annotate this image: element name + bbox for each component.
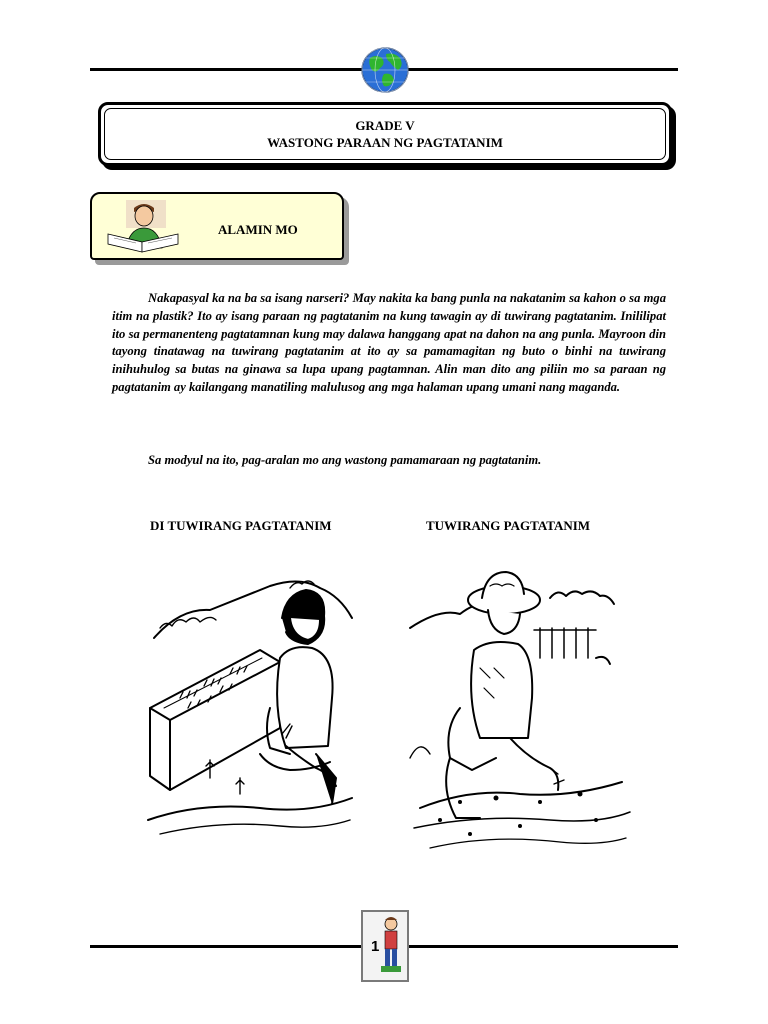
section-tab <box>90 192 344 260</box>
child-figure-icon <box>377 914 405 976</box>
title-box <box>98 102 672 166</box>
page-number: 1 <box>371 938 380 955</box>
grade-label: GRADE V <box>355 118 415 133</box>
indirect-planting-illustration <box>140 558 356 843</box>
page-number-badge <box>361 910 409 982</box>
section-label: ALAMIN MO <box>218 222 298 237</box>
intro-paragraph: Nakapasyal ka na ba sa isang narseri? May nakita ka bang punla na nakatanim sa kahon o sa mga itim na plastik? Ito ay isang paraan ng pagtatanim na kung tawagin ay di tuwirang pagtatanim. Inililipat ito sa permanenteng pagtatamnan kung may dalawa hanggang apat na dahon na ang punla. Mayroon din tayong tinatawag na tuwirang pagtatanim at ito ay sa pamamagitan ng buto o binhi na tuwirang inihuhulog sa butas na ginawa sa lupa upang pagtamnan. Alin man dito ang piliin mo sa paraan ng pagtatanim ay kailangang manatiling malulusog ang mga halaman upang umani nang maganda. <box>112 291 666 394</box>
lesson-title: WASTONG PARAAN NG PAGTATANIM <box>267 135 503 150</box>
caption-indirect-planting: DI TUWIRANG PAGTATANIM <box>150 518 332 533</box>
direct-planting-illustration <box>400 558 636 868</box>
module-paragraph: Sa modyul na ito, pag-aralan mo ang wastong pamamaraan ng pagtatanim. <box>148 453 542 467</box>
person-reading-icon <box>104 198 182 254</box>
globe-icon <box>360 46 410 94</box>
caption-direct-planting: TUWIRANG PAGTATANIM <box>426 518 591 533</box>
